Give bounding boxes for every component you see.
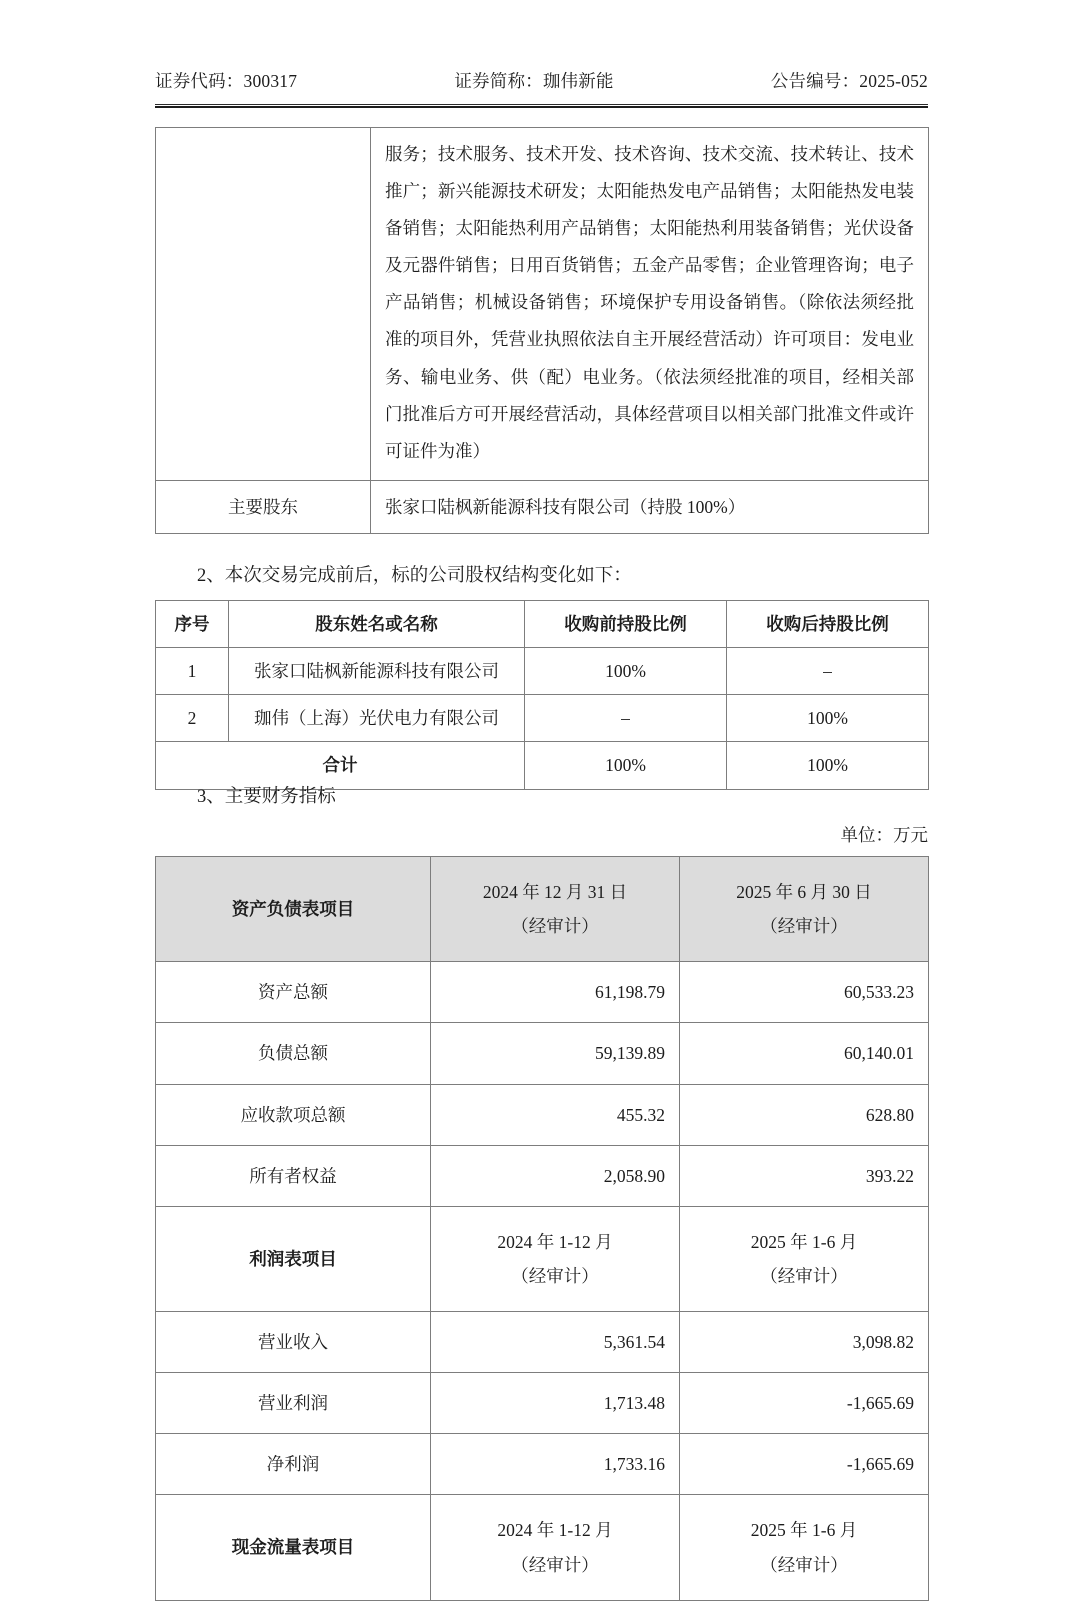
row-pre-pct: 100% (525, 648, 727, 695)
income-statement-item-header: 利润表项目 (156, 1206, 431, 1311)
period-line-1: 2025 年 1-6 月 (750, 1231, 858, 1252)
total-label: 合计 (156, 742, 525, 789)
row-holder: 珈伟（上海）光伏电力有限公司 (229, 695, 525, 742)
metric-value-period-1: 2,058.90 (431, 1145, 680, 1206)
row-post-pct: 100% (727, 695, 929, 742)
metric-label: 资产总额 (156, 962, 431, 1023)
metric-value-period-1: 1,713.48 (431, 1373, 680, 1434)
security-short-name: 证券简称：珈伟新能 (454, 71, 614, 91)
table-row (156, 128, 929, 481)
column-header-index: 序号 (156, 601, 229, 648)
metric-value-period-1: 61,198.79 (431, 962, 680, 1023)
metric-value-period-1: 59,139.89 (431, 1023, 680, 1084)
document-running-header (155, 68, 928, 93)
table-row (156, 1373, 929, 1434)
income-statement-header-row (156, 1206, 929, 1311)
metric-value-period-2: 60,140.01 (680, 1023, 929, 1084)
period-line-1: 2024 年 1-12 月 (497, 1231, 613, 1252)
period-line-2: （经审计） (511, 1265, 599, 1286)
period-line-2: （经审计） (511, 916, 599, 937)
income-statement-period-2-header (680, 1206, 929, 1311)
table-row (156, 695, 929, 742)
table-row (156, 648, 929, 695)
metric-label: 负债总额 (156, 1023, 431, 1084)
table-row (156, 1434, 929, 1495)
metric-value-period-2: -1,665.69 (680, 1373, 929, 1434)
security-code: 证券代码：300317 (155, 71, 298, 91)
table-row (156, 480, 929, 533)
total-post-pct: 100% (727, 742, 929, 789)
metric-label: 营业利润 (156, 1373, 431, 1434)
metric-label: 营业收入 (156, 1312, 431, 1373)
column-header-post-pct: 收购后持股比例 (727, 601, 929, 648)
cashflow-statement-header-row (156, 1495, 929, 1600)
period-line-1: 2025 年 1-6 月 (750, 1520, 858, 1541)
financial-indicators-table (155, 856, 929, 1601)
row-index: 2 (156, 695, 229, 742)
balance-sheet-period-2-header (680, 857, 929, 962)
major-shareholder-value: 张家口陆枫新能源科技有限公司（持股 100%） (371, 480, 929, 533)
metric-value-period-1: 455.32 (431, 1084, 680, 1145)
section-3-heading-text: 3、主要财务指标 (197, 787, 336, 807)
section-2-heading-text: 2、本次交易完成前后，标的公司股权结构变化如下： (197, 566, 632, 586)
balance-sheet-header-row (156, 857, 929, 962)
metric-label: 应收款项总额 (156, 1084, 431, 1145)
table-row (156, 962, 929, 1023)
metric-value-period-2: 393.22 (680, 1145, 929, 1206)
metric-value-period-2: -1,665.69 (680, 1434, 929, 1495)
unit-note: 单位：万元 (840, 825, 928, 845)
period-line-1: 2024 年 1-12 月 (497, 1520, 613, 1541)
table-row (156, 1312, 929, 1373)
period-line-1: 2025 年 6 月 30 日 (736, 882, 872, 902)
metric-value-period-1: 1,733.16 (431, 1434, 680, 1495)
table-row (156, 1084, 929, 1145)
business-scope-table (155, 127, 929, 534)
scope-label-cell-empty (156, 128, 371, 481)
period-line-1: 2024 年 12 月 31 日 (482, 882, 628, 902)
period-line-2: （经审计） (760, 916, 848, 937)
cashflow-item-header: 现金流量表项目 (156, 1495, 431, 1600)
major-shareholder-label: 主要股东 (156, 480, 371, 533)
section-2-heading (155, 561, 632, 587)
table-row (156, 1023, 929, 1084)
metric-label: 净利润 (156, 1434, 431, 1495)
announcement-number: 公告编号：2025-052 (770, 71, 928, 91)
row-holder: 张家口陆枫新能源科技有限公司 (229, 648, 525, 695)
metric-value-period-2: 3,098.82 (680, 1312, 929, 1373)
table-header-row (156, 601, 929, 648)
income-statement-period-1-header (431, 1206, 680, 1311)
cashflow-period-2-header (680, 1495, 929, 1600)
cashflow-period-1-header (431, 1495, 680, 1600)
row-index: 1 (156, 648, 229, 695)
period-line-2: （经审计） (760, 1554, 848, 1575)
metric-label: 所有者权益 (156, 1145, 431, 1206)
business-scope-text: 服务；技术服务、技术开发、技术咨询、技术交流、技术转让、技术推广；新兴能源技术研发；太阳能热发电产品销售；太阳能热发电装备销售；太阳能热利用产品销售；太阳能热利用装备销售；光伏设备及元器件销售；日用百货销售；五金产品零售；企业管理咨询；电子产品销售；机械设备销售；环境保护专用设备销售。（除依法须经批准的项目外，凭营业执照依法自主开展经营活动）许可项目：发电业务、输电业务、供（配）电业务。（依法须经批准的项目，经相关部门批准后方可开展经营活动，具体经营项目以相关部门批准文件或许可证件为准） (371, 128, 929, 481)
equity-structure-table (155, 600, 929, 790)
balance-sheet-period-1-header (431, 857, 680, 962)
period-line-2: （经审计） (511, 1554, 599, 1575)
header-divider-rule (155, 104, 928, 108)
balance-sheet-item-header: 资产负债表项目 (156, 857, 431, 962)
column-header-name: 股东姓名或名称 (229, 601, 525, 648)
table-row (156, 1145, 929, 1206)
total-pre-pct: 100% (525, 742, 727, 789)
row-pre-pct: – (525, 695, 727, 742)
metric-value-period-2: 60,533.23 (680, 962, 929, 1023)
metric-value-period-1: 5,361.54 (431, 1312, 680, 1373)
column-header-pre-pct: 收购前持股比例 (525, 601, 727, 648)
metric-value-period-2: 628.80 (680, 1084, 929, 1145)
row-post-pct: – (727, 648, 929, 695)
section-3-heading (155, 782, 336, 808)
period-line-2: （经审计） (760, 1265, 848, 1286)
